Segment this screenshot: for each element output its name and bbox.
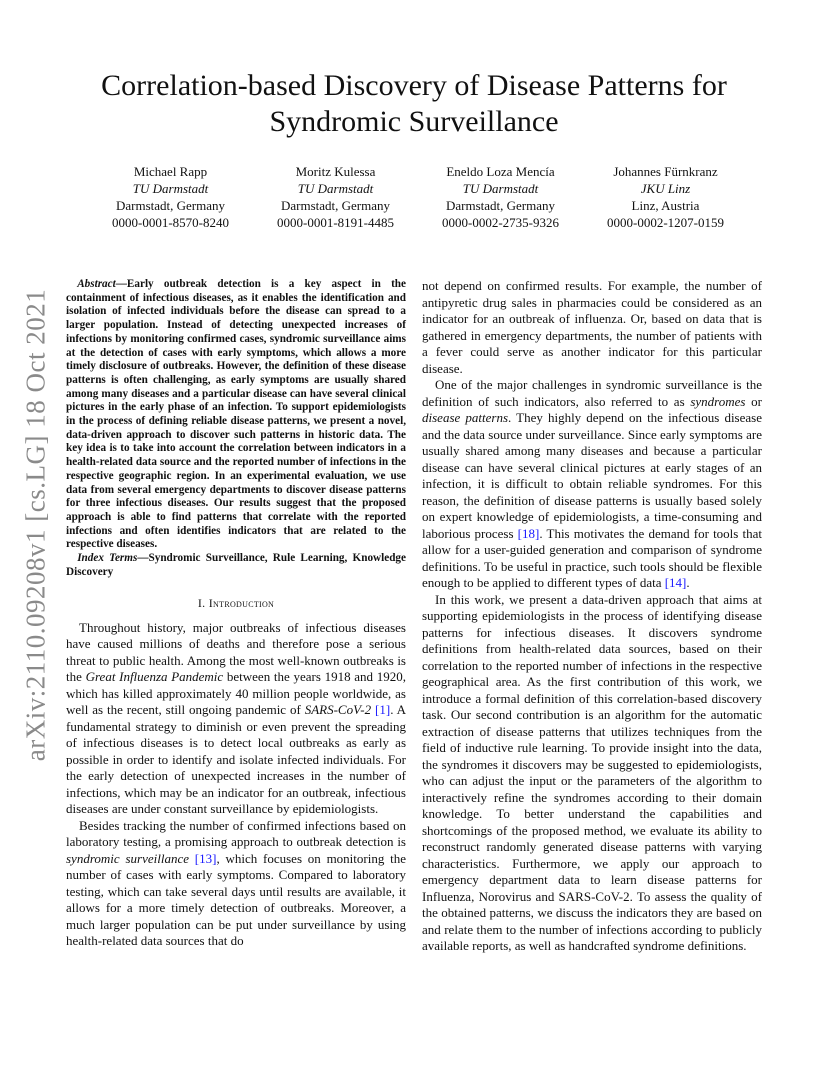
author-1 bbox=[88, 163, 253, 231]
author-name: Johannes Fürnkranz bbox=[613, 164, 718, 179]
text-run: Besides tracking the number of confirmed infections based on laboratory testing, a promising approach to outbreak detection is bbox=[66, 817, 406, 850]
author-orcid: 0000-0002-1207-0159 bbox=[607, 215, 724, 230]
abstract bbox=[66, 278, 406, 552]
text-run: Throughout history, major outbreaks of infectious diseases have caused millions of deaths and therefore pose a serious threat to public health. Among the most well-known outbreaks is the bbox=[66, 619, 406, 685]
author-affiliation: JKU Linz bbox=[640, 181, 691, 196]
author-2 bbox=[253, 163, 418, 231]
text-run: or bbox=[745, 393, 762, 409]
text-run: , which focuses on monitoring the number of cases with early symptoms. Compared to laboratory testing, which can take several days until results are available, it allows for a more timely detection of outbreaks. Moreover, a much larger population can be put under surveillance by using health-related data sources that do bbox=[66, 850, 407, 949]
text-run: between the years 1918 and 1920, which has killed approximately 40 million people worldwide, as well as the recent, still ongoing pandemic of bbox=[66, 669, 406, 718]
section-title: Introduction bbox=[208, 596, 275, 611]
emphasis: syndromes bbox=[690, 393, 746, 409]
citation-link[interactable]: [18] bbox=[517, 525, 540, 541]
arxiv-stamp-text: arXiv:2110.09208v1 [cs.LG] 18 Oct 2021 bbox=[20, 288, 51, 762]
intro-paragraph-2 bbox=[66, 818, 406, 950]
author-orcid: 0000-0001-8191-4485 bbox=[277, 215, 394, 230]
text-run: . bbox=[686, 575, 690, 590]
abstract-text: —Early outbreak detection is a key aspect in the containment of infectious diseases, as it enables the identification and isolation of infected individuals before the disease can spread to a larger population. Instead of detecting unexpected increases of infections by monitoring confirmed cases, syndromic surveillance aims at the detection of cases with early symptoms, which allows a more timely disclosure of outbreaks. However, the definition of these disease patterns is often challenging, as early symptoms are usually shared among many diseases and a particular disease can have several clinical pictures in the early phase of an infection. To support epidemiologists in the process of defining reliable disease patterns, we present a novel, data-driven approach to discover such patterns in historic data. The key idea is to take into account the correlation between indicators in a health-related data source and the reported number of infections in the respective geographic region. In an experimental evaluation, we use data from several emergency departments to discover disease patterns for three infectious diseases. Our results suggest that the proposed approach is able to find patterns that correlate with the reported infections and often identifies indicators that are related to the respective diseases. bbox=[66, 278, 406, 551]
author-name: Eneldo Loza Mencía bbox=[446, 164, 555, 179]
section-number: I. bbox=[197, 596, 206, 611]
author-location: Linz, Austria bbox=[631, 198, 700, 213]
author-block bbox=[88, 163, 748, 231]
author-affiliation: TU Darmstadt bbox=[132, 181, 209, 196]
author-affiliation: TU Darmstadt bbox=[462, 181, 539, 196]
arxiv-stamp bbox=[16, 290, 56, 760]
emphasis: syndromic surveillance bbox=[66, 850, 189, 866]
citation-link[interactable]: [14] bbox=[664, 575, 687, 590]
right-column bbox=[422, 278, 762, 955]
citation-link[interactable]: [1] bbox=[375, 702, 391, 718]
citation-link[interactable]: [13] bbox=[194, 850, 217, 866]
abstract-label: Abstract bbox=[77, 278, 116, 290]
index-terms bbox=[66, 552, 406, 579]
text-run: . They highly depend on the infectious disease and the data source under surveillance. Since early symptoms are usually shared among many diseases and because a particular disease can have several clinical pictures at early stages of an infection, it is difficult to obtain reliable syndromes. For this reason, the definition of disease patterns is usually based solely on expert knowledge of epidemiologists, a time-consuming and laborious process bbox=[422, 410, 762, 541]
section-heading-introduction bbox=[66, 595, 406, 612]
author-location: Darmstadt, Germany bbox=[280, 198, 391, 213]
intro-paragraph-1 bbox=[66, 620, 406, 818]
emphasis: Great Influenza Pandemic bbox=[85, 669, 224, 685]
paper-title: Correlation-based Discovery of Disease Patterns for Syndromic Surveillance bbox=[101, 69, 727, 138]
index-terms-text: —Syndromic Surveillance, Rule Learning, Knowledge Discovery bbox=[66, 552, 406, 578]
author-name: Moritz Kulessa bbox=[295, 164, 376, 179]
text-run: . A fundamental strategy to diminish or even prevent the spreading of infectious diseases is to detect local outbreaks as early as possible in order to identify and isolate infected individuals. For the early detection of unexpected increases in the number of infections, which may be an indicator for an outbreak, infectious diseases are under constant surveillance by epidemiologists. bbox=[66, 702, 406, 817]
author-orcid: 0000-0001-8570-8240 bbox=[112, 215, 229, 230]
intro-paragraph-2-cont: not depend on confirmed results. For example, the number of antipyretic drug sales in pharmacies could be considered as an indicator for an outbreak of influenza. Or, based on data that is gathered in emergency departments, the number of patients with a fever could serve as another indicator for this particular disease. bbox=[422, 278, 762, 376]
intro-paragraph-4: In this work, we present a data-driven approach that aims at supporting epidemiologists in the process of identifying disease patterns for infectious diseases. It discovers syndrome definitions from health-related data sources, based on their correlation to the reported number of infections in the respective geographical area. As the first contribution of this work, we introduce a formal definition of this correlation-based discovery task. Our second contribution is an algorithm for the automatic extraction of disease patterns that utilizes techniques from the field of inductive rule learning. To provide insight into the data, the syndromes it discovers may be suggested to epidemiologists, who can adjust the input or the parameters of the algorithm to interactively refine the syndromes according to their domain knowledge. To better understand the capabilities and shortcomings of the proposed method, we evaluate its ability to reconstruct randomly generated disease patterns with varying characteristics. Furthermore, we apply our approach to emergency department data to learn disease patterns for Influenza, Norovirus and SARS-CoV-2. To assess the quality of the obtained patterns, we discuss the indicators they are based on and relate them to the number of infections according to publicly available reports, as well as handcrafted syndrome definitions. bbox=[422, 591, 762, 953]
author-location: Darmstadt, Germany bbox=[445, 198, 556, 213]
author-location: Darmstadt, Germany bbox=[115, 198, 226, 213]
intro-paragraph-3 bbox=[422, 377, 762, 592]
author-affiliation: TU Darmstadt bbox=[297, 181, 374, 196]
index-terms-label: Index Terms bbox=[77, 552, 138, 565]
author-4 bbox=[583, 163, 748, 231]
author-3 bbox=[418, 163, 583, 231]
text-run: . This motivates the demand for tools that allow for a user-guided generation and comparison of syndrome definitions. To be useful in practice, such tools should be flexible enough to be applied to different types of data bbox=[422, 525, 762, 590]
author-orcid: 0000-0002-2735-9326 bbox=[442, 215, 559, 230]
emphasis: SARS-CoV-2 bbox=[304, 702, 372, 718]
author-name: Michael Rapp bbox=[133, 164, 208, 179]
left-column bbox=[66, 278, 406, 950]
text-run: One of the major challenges in syndromic surveillance is the definition of such indicators, also referred to as bbox=[422, 377, 762, 409]
emphasis: disease patterns bbox=[422, 410, 508, 425]
